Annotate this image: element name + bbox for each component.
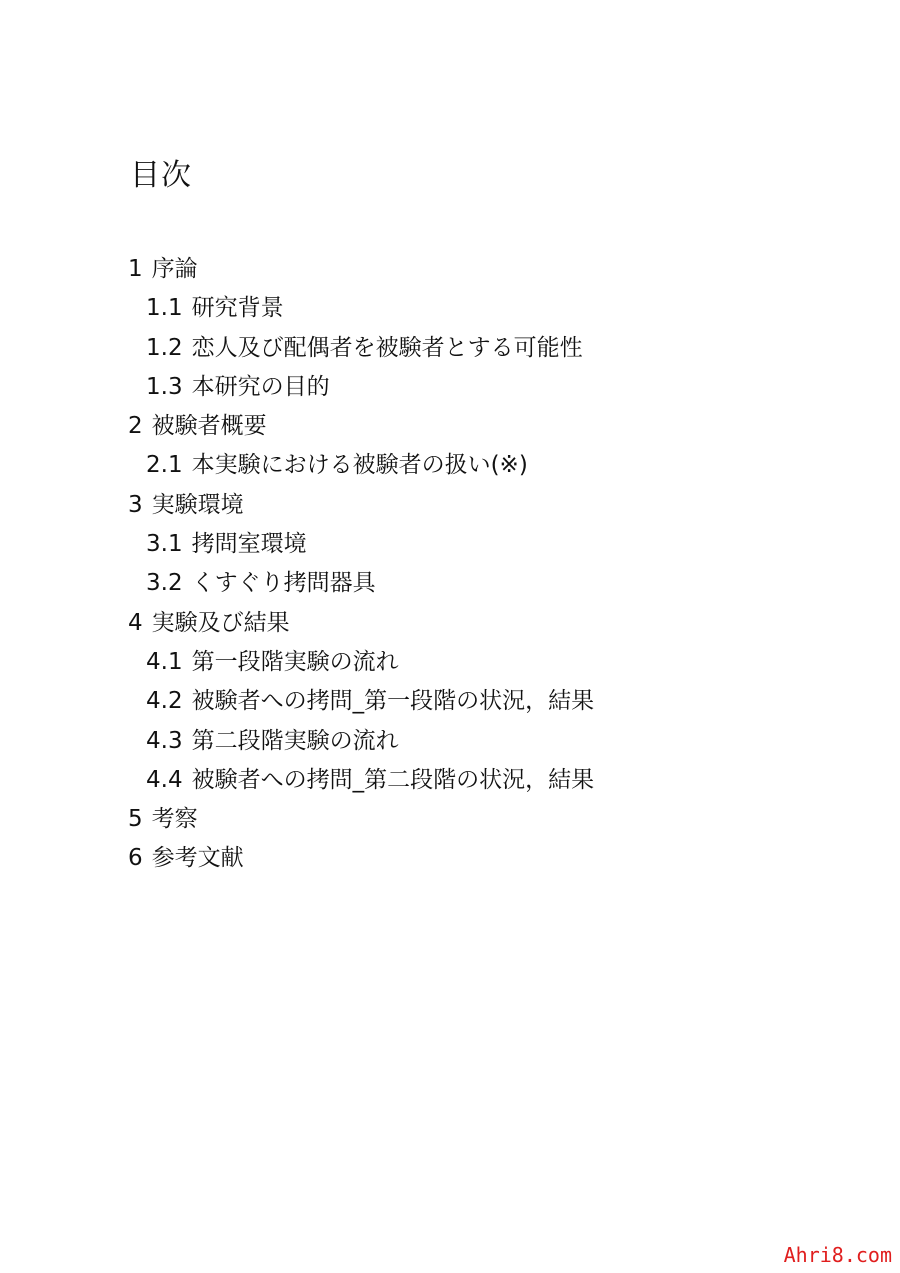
toc-entry-number: 2.1	[146, 452, 183, 479]
toc-entry-text: 参考文献	[151, 845, 244, 872]
toc-entry-text: 被験者概要	[151, 413, 267, 440]
toc-entry-text: 拷問室環境	[191, 531, 307, 558]
toc-entry	[128, 722, 594, 761]
toc-entry	[128, 289, 594, 328]
toc-entry-text: 序論	[151, 256, 198, 282]
toc-entry-text: 本研究の目的	[191, 373, 330, 400]
toc-entry-number: 1.3	[146, 373, 183, 400]
toc-entry-text: 実験環境	[151, 491, 244, 518]
toc-entry	[128, 839, 594, 878]
toc-entry-text: 第二段階実験の流れ	[191, 727, 399, 754]
toc-entry	[128, 564, 594, 603]
toc-entry-number: 4.4	[146, 766, 183, 793]
toc-entry	[128, 682, 594, 721]
toc-entry	[128, 761, 594, 800]
toc-entry-number: 2	[128, 413, 143, 440]
toc-entry-text: 被験者への拷問_第一段階の状況，結果	[191, 688, 595, 715]
toc-entry-number: 3.1	[146, 531, 183, 558]
toc-entry-text: くすぐり拷問器具	[191, 570, 376, 597]
toc-entry-number: 3.2	[146, 570, 183, 597]
watermark: Ahri8.com	[783, 1243, 892, 1267]
toc-entry	[128, 368, 594, 407]
toc-entry	[128, 407, 594, 446]
toc-entry-text: 本実験における被験者の扱い(※)	[191, 452, 528, 479]
toc-entry-number: 5	[128, 806, 143, 833]
toc-entry-number: 4.1	[146, 648, 183, 675]
toc-entry-number: 1.1	[146, 295, 183, 322]
toc-entry-number: 1	[128, 256, 143, 282]
toc-entry-number: 4.3	[146, 727, 183, 754]
toc-entry-number: 6	[128, 845, 143, 872]
toc-entry-number: 1.2	[146, 334, 183, 361]
toc-entry	[128, 446, 594, 485]
toc-entry	[128, 604, 594, 643]
toc-entry-text: 考察	[151, 806, 198, 833]
toc-entry	[128, 250, 594, 289]
toc-entry	[128, 329, 594, 368]
toc-entry-number: 3	[128, 491, 143, 518]
toc-entry-text: 恋人及び配偶者を被験者とする可能性	[191, 334, 583, 361]
table-of-contents	[128, 250, 594, 879]
toc-title: 目次	[130, 158, 192, 193]
toc-entry-text: 第一段階実験の流れ	[191, 648, 399, 675]
toc-entry	[128, 486, 594, 525]
toc-entry-text: 研究背景	[191, 295, 284, 322]
toc-entry	[128, 525, 594, 564]
toc-entry-number: 4	[128, 609, 143, 636]
toc-entry-text: 実験及び結果	[151, 609, 290, 636]
toc-entry-text: 被験者への拷問_第二段階の状況，結果	[191, 766, 595, 793]
toc-entry	[128, 643, 594, 682]
toc-entry	[128, 800, 594, 839]
toc-entry-number: 4.2	[146, 688, 183, 715]
